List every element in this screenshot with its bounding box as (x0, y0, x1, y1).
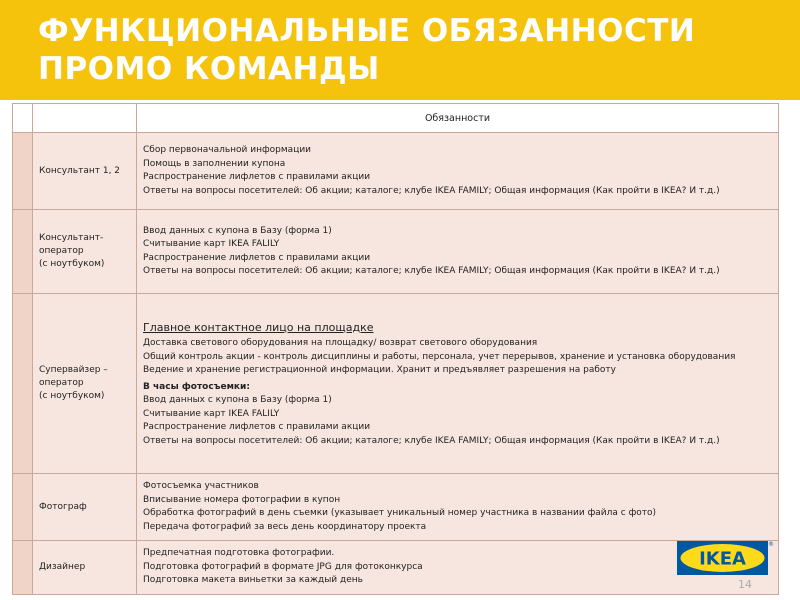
duty-item: Подготовка фотографий в формате JPG для фотоконкурса (143, 561, 423, 572)
row-marker-cell (13, 210, 33, 294)
role-cell (33, 541, 137, 595)
table-row (13, 294, 779, 474)
duty-item: Ввод данных с купона в Базу (форма 1) (143, 395, 332, 405)
duty-subtitle: В часы фотосъемки: (143, 381, 250, 392)
table-row (13, 133, 779, 210)
table-row (13, 474, 779, 541)
duty-main-title: Главное контактное лицо на площадке (143, 321, 374, 334)
duty-item: Считывание карт IKEA FALILY (143, 408, 280, 419)
role-cell (33, 210, 137, 294)
row-marker-cell (13, 133, 33, 210)
role-line: (с ноутбуком) (39, 259, 105, 269)
duty-item: Распространение лифлетов с правилами акции (143, 422, 371, 432)
duty-item: Считывание карт IKEA FALILY (143, 239, 280, 249)
duties-cell (137, 294, 779, 474)
role-line: Фотограф (39, 501, 87, 512)
duty-item: Ответы на вопросы посетителей: Об акции; каталоге; клубе IKEA FAMILY; Общая информация (Как пройти в IKEA? И т.д.) (143, 185, 720, 196)
duty-item: Помощь в заполнении купона (143, 158, 286, 169)
role-line: Консультант- (39, 233, 104, 243)
duty-item: Распространение лифлетов с правилами акции (143, 172, 371, 182)
role-line: (с ноутбуком) (39, 391, 105, 401)
row-marker-cell (13, 541, 33, 595)
duty-item: Фотосъемка участников (143, 481, 259, 491)
duty-item: Ведение и хранение регистрационной информации. Хранит и предъявляет разрешения на работу (143, 365, 616, 375)
page-title (38, 12, 695, 88)
role-line: Дизайнер (39, 562, 86, 572)
page-number: 14 (738, 578, 752, 591)
table-row (13, 541, 779, 595)
duties-table (12, 103, 779, 595)
duties-cell (137, 474, 779, 541)
duty-item: Ответы на вопросы посетителей: Об акции; каталоге; клубе IKEA FAMILY; Общая информация (Как пройти в IKEA? И т.д.) (143, 435, 720, 446)
registered-mark: ® (768, 541, 774, 548)
header-duties: Обязанности (137, 104, 779, 133)
page-title-line-2: ПРОМО КОМАНДЫ (38, 51, 380, 87)
table-header-row (13, 104, 779, 133)
duty-item: Сбор первоначальной информации (143, 145, 312, 155)
duty-item: Ответы на вопросы посетителей: Об акции; каталоге; клубе IKEA FAMILY; Общая информация (Как пройти в IKEA? И т.д.) (143, 266, 720, 276)
role-cell (33, 294, 137, 474)
page-title-line-1: ФУНКЦИОНАЛЬНЫЕ ОБЯЗАННОСТИ (38, 13, 696, 49)
role-line: Супервайзер – (39, 365, 108, 375)
row-marker-cell (13, 474, 33, 541)
duty-item: Подготовка макета виньетки за каждый день (143, 575, 363, 586)
role-line: Консультант 1, 2 (39, 165, 121, 176)
duty-item: Общий контроль акции - контроль дисциплины и работы, персонала, учет перерывов, хранение и установка оборудования (143, 351, 736, 362)
role-cell (33, 133, 137, 210)
duty-item: Обработка фотографий в день съемки (указывает уникальный номер участника в названии файла с фото) (143, 508, 657, 518)
duty-item: Передача фотографий за весь день координатору проекта (143, 521, 427, 532)
ikea-logo (677, 540, 774, 576)
role-cell (33, 474, 137, 541)
duties-cell (137, 210, 779, 294)
duty-item: Вписывание номера фотографии в купон (143, 494, 341, 505)
header-cell-empty-2 (33, 104, 137, 133)
ikea-logo-text: IKEA (699, 548, 746, 570)
header-cell-empty-1 (13, 104, 33, 133)
title-banner (0, 0, 800, 100)
table-row (13, 210, 779, 294)
duty-item: Предпечатная подготовка фотографии. (143, 548, 335, 559)
duties-cell (137, 133, 779, 210)
row-marker-cell (13, 294, 33, 474)
duty-item: Доставка светового оборудования на площадку/ возврат светового оборудования (143, 338, 538, 348)
duty-item: Ввод данных с купона в Базу (форма 1) (143, 225, 332, 236)
duty-item: Распространение лифлетов с правилами акции (143, 252, 371, 263)
role-line: оператор (39, 378, 84, 388)
role-line: оператор (39, 246, 84, 256)
